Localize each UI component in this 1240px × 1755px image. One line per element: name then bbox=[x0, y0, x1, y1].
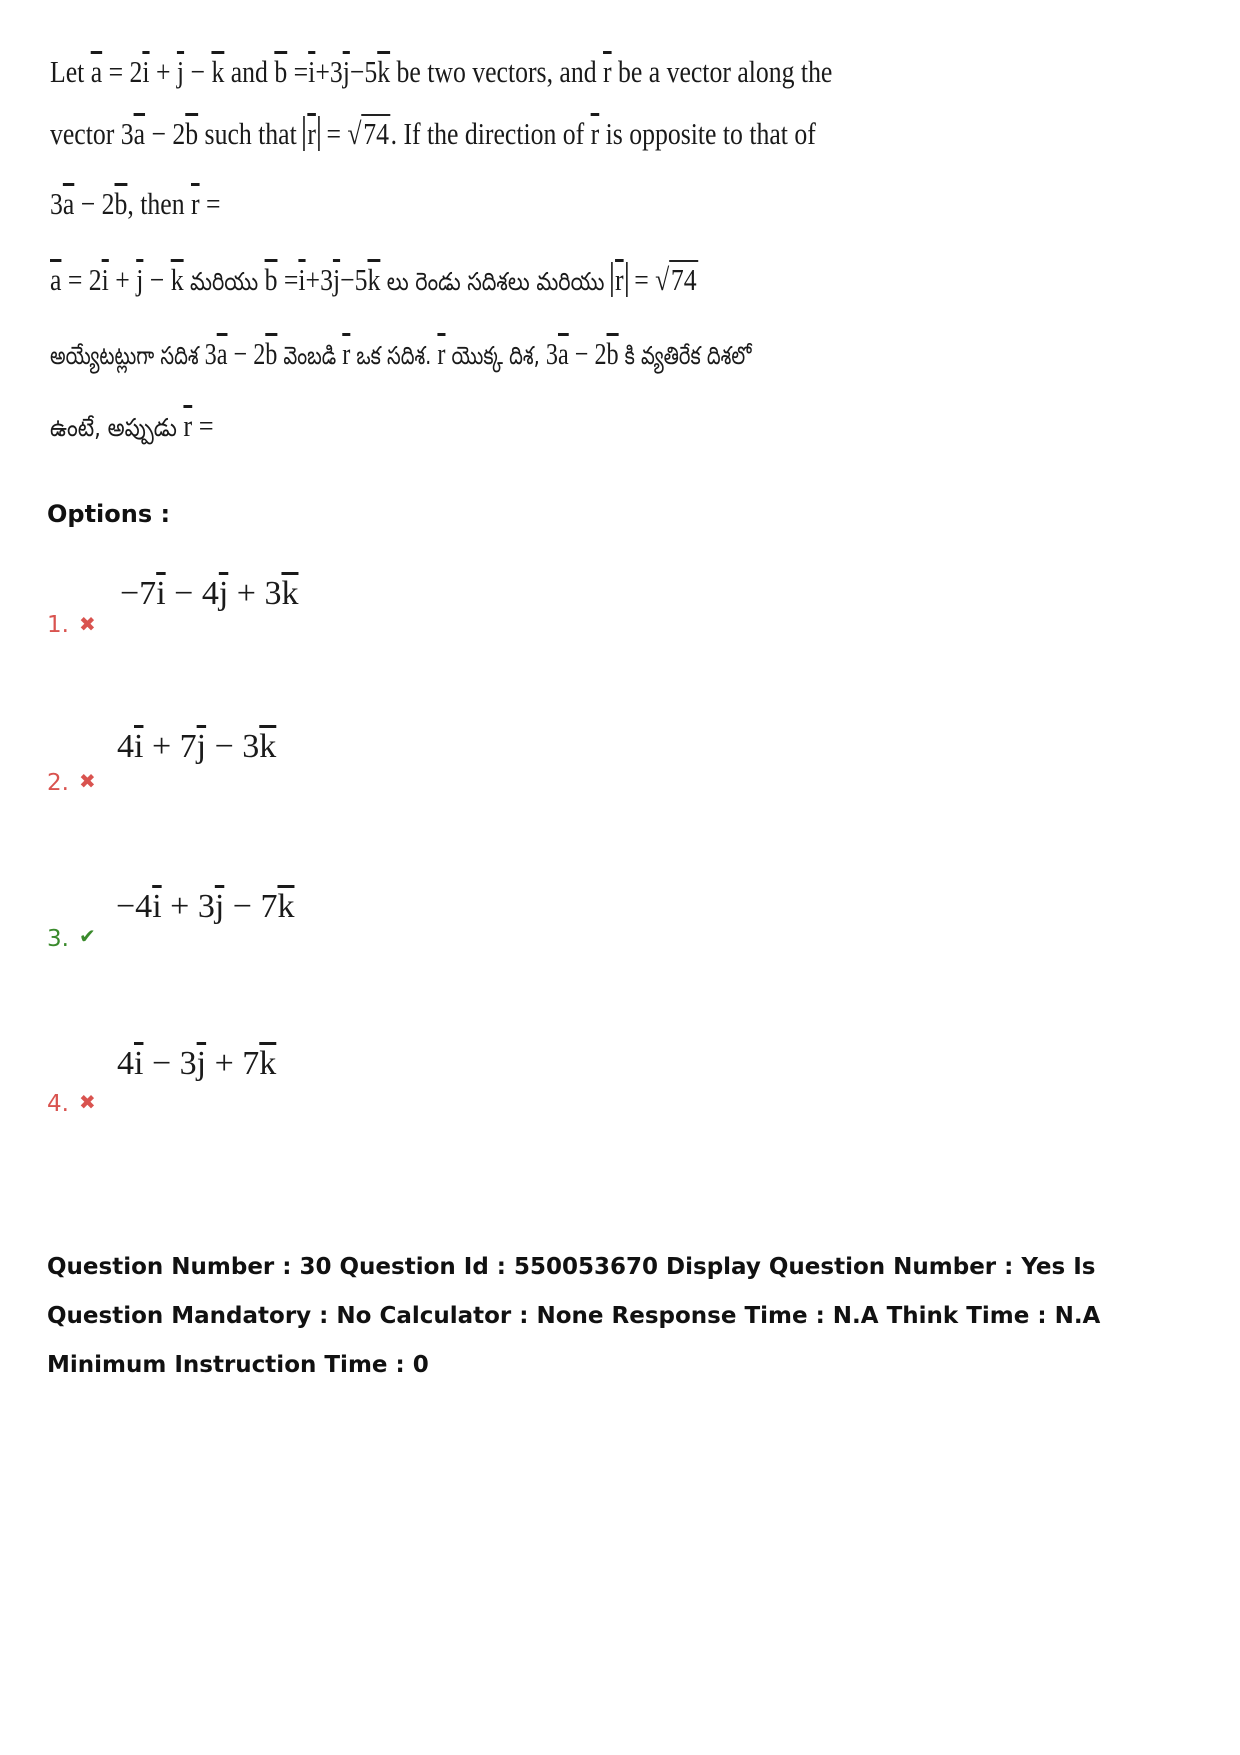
wrong-mark-icon: ✖ bbox=[79, 769, 96, 793]
option-expression bbox=[120, 575, 298, 613]
wrong-mark-icon: ✖ bbox=[79, 612, 96, 636]
text: + 7 bbox=[214, 1045, 260, 1082]
text: − 2 bbox=[233, 336, 266, 371]
radical-sign: √ bbox=[347, 116, 362, 151]
text: such that bbox=[204, 116, 297, 151]
option-number: 3. bbox=[47, 926, 69, 952]
vector-a: $\overline{a}$ bbox=[557, 336, 569, 371]
text: = 2 bbox=[67, 262, 102, 297]
text: = bbox=[293, 54, 309, 89]
vector-b: $\overline{b}$ bbox=[264, 262, 278, 297]
telugu-text: అయ్యేటట్లుగా సదిశ bbox=[50, 341, 199, 370]
text: − 3 bbox=[151, 1045, 197, 1082]
question-telugu-line-1 bbox=[50, 262, 698, 303]
text: and bbox=[230, 54, 268, 89]
text: = 2 bbox=[108, 54, 143, 89]
unit-i: $\overline{i}$ bbox=[101, 262, 109, 297]
vector-a: $\overline{a}$ bbox=[216, 336, 228, 371]
text: = bbox=[283, 262, 299, 297]
wrong-mark-icon: ✖ bbox=[79, 1090, 96, 1114]
unit-j: $\overline{j}$ bbox=[196, 728, 207, 765]
text: − 4 bbox=[174, 575, 219, 612]
unit-j: $\overline{j}$ bbox=[196, 1045, 207, 1082]
text: = bbox=[198, 408, 214, 443]
vector-b: $\overline{b}$ bbox=[274, 54, 288, 89]
unit-j: $\overline{j}$ bbox=[176, 54, 185, 89]
option-number: 1. bbox=[47, 612, 69, 638]
vector-r: $\overline{r}$ bbox=[342, 336, 351, 371]
question-metadata: Question Number : 30 Question Id : 550053670 Display Question Number : Yes Is Question Mandatory : No Calculator : None Response Time : N.A Think Time : N.A Minimum Instruction Time : 0 bbox=[47, 1254, 1101, 1378]
text: − 2 bbox=[574, 336, 607, 371]
unit-i: $\overline{i}$ bbox=[134, 1045, 144, 1082]
text: +3 bbox=[315, 54, 343, 89]
options-heading: Options : bbox=[47, 500, 171, 528]
unit-i: $\overline{i}$ bbox=[298, 262, 306, 297]
unit-j: $\overline{j}$ bbox=[136, 262, 144, 297]
question-telugu-line-3 bbox=[50, 408, 214, 449]
unit-j: $\overline{j}$ bbox=[342, 54, 350, 89]
text: + bbox=[155, 54, 171, 89]
text: , then bbox=[127, 186, 185, 221]
text: −4 bbox=[116, 888, 153, 925]
vector-a: $\overline{a}$ bbox=[133, 116, 146, 151]
unit-j: $\overline{j}$ bbox=[218, 575, 229, 612]
vector-r: $\overline{r}$ bbox=[603, 54, 612, 89]
unit-i: $\overline{i}$ bbox=[142, 54, 150, 89]
text: − 7 bbox=[232, 888, 278, 925]
text: − 3 bbox=[214, 728, 260, 765]
option-3[interactable] bbox=[47, 888, 647, 968]
option-number: 4. bbox=[47, 1091, 69, 1117]
text: vector 3 bbox=[50, 116, 134, 151]
option-expression bbox=[117, 728, 276, 766]
option-expression bbox=[117, 1045, 276, 1083]
unit-j: $\overline{j}$ bbox=[214, 888, 225, 925]
vector-r: $\overline{r}$ bbox=[437, 336, 446, 371]
question-telugu-line-2 bbox=[50, 336, 751, 377]
question-image bbox=[50, 40, 950, 460]
text: −5 bbox=[340, 262, 368, 297]
question-english-line-2 bbox=[50, 116, 816, 152]
vector-b: $\overline{b}$ bbox=[185, 116, 199, 151]
option-4[interactable] bbox=[47, 1045, 647, 1125]
telugu-text: ఒక సదిశ. bbox=[356, 341, 432, 370]
text: Let bbox=[50, 54, 85, 89]
text: be two vectors, and bbox=[396, 54, 597, 89]
vector-r: $\overline{r}$ bbox=[615, 262, 624, 297]
text: 3 bbox=[50, 186, 63, 221]
vector-b: $\overline{b}$ bbox=[265, 336, 278, 371]
question-english-line-3 bbox=[50, 186, 221, 222]
question-english-line-1 bbox=[50, 54, 832, 90]
text: = bbox=[326, 116, 341, 151]
unit-k: $\overline{k}$ bbox=[170, 262, 184, 297]
unit-j: $\overline{j}$ bbox=[332, 262, 341, 297]
text: is opposite to that of bbox=[605, 116, 816, 151]
telugu-text: ఉంటే, అప్పుడు bbox=[50, 413, 177, 442]
text: 3 bbox=[204, 336, 217, 371]
text: − 2 bbox=[151, 116, 186, 151]
option-expression bbox=[116, 888, 294, 926]
unit-i: $\overline{i}$ bbox=[152, 888, 162, 925]
text: = bbox=[634, 262, 649, 297]
correct-check-icon: ✔ bbox=[79, 924, 96, 948]
text: be a vector along the bbox=[618, 54, 833, 89]
text: + 3 bbox=[170, 888, 215, 925]
vector-a: $\overline{a}$ bbox=[62, 186, 75, 221]
text: − 2 bbox=[80, 186, 115, 221]
unit-i: $\overline{i}$ bbox=[156, 575, 166, 612]
vector-b: $\overline{b}$ bbox=[114, 186, 128, 221]
vector-b: $\overline{b}$ bbox=[606, 336, 619, 371]
vector-r: $\overline{r}$ bbox=[190, 186, 200, 221]
magnitude-r bbox=[611, 262, 628, 297]
vector-r: $\overline{r}$ bbox=[183, 408, 193, 443]
text: +3 bbox=[305, 262, 333, 297]
vector-r: $\overline{r}$ bbox=[590, 116, 600, 151]
radicand: 74 bbox=[363, 116, 389, 151]
telugu-text: లు రెండు సదిశలు మరియు bbox=[386, 267, 605, 296]
sqrt-74 bbox=[347, 116, 390, 152]
vector-a: $\overline{a}$ bbox=[50, 262, 62, 297]
telugu-text: మరియు bbox=[190, 267, 259, 296]
unit-k: $\overline{k}$ bbox=[377, 54, 391, 89]
magnitude-r bbox=[303, 116, 320, 151]
unit-k: $\overline{k}$ bbox=[259, 1045, 277, 1082]
option-2[interactable] bbox=[47, 728, 647, 808]
unit-k: $\overline{k}$ bbox=[281, 575, 299, 612]
unit-k: $\overline{k}$ bbox=[367, 262, 381, 297]
text: − bbox=[190, 54, 206, 89]
text: 4 bbox=[117, 1045, 134, 1082]
text: + bbox=[115, 262, 130, 297]
text: −7 bbox=[120, 575, 157, 612]
vector-a: $\overline{a}$ bbox=[90, 54, 103, 89]
unit-k: $\overline{k}$ bbox=[277, 888, 295, 925]
text: + 3 bbox=[236, 575, 282, 612]
text: = bbox=[206, 186, 221, 221]
text: 3 bbox=[545, 336, 558, 371]
text: . If the direction of bbox=[390, 116, 585, 151]
sqrt-74 bbox=[655, 262, 698, 298]
text: − bbox=[149, 262, 165, 297]
radicand: 74 bbox=[670, 262, 697, 297]
telugu-text: యొక్క దిశ, bbox=[451, 341, 540, 370]
unit-i: $\overline{i}$ bbox=[134, 728, 144, 765]
text: + 7 bbox=[151, 728, 197, 765]
text: 4 bbox=[117, 728, 134, 765]
unit-k: $\overline{k}$ bbox=[259, 728, 277, 765]
telugu-text: వెంబడి bbox=[283, 341, 337, 370]
unit-i: $\overline{i}$ bbox=[308, 54, 316, 89]
vector-r: $\overline{r}$ bbox=[307, 116, 316, 151]
telugu-text: కి వ్యతిరేక దిశలో bbox=[624, 341, 752, 370]
unit-k: $\overline{k}$ bbox=[211, 54, 225, 89]
radical-sign: √ bbox=[655, 262, 670, 297]
option-number: 2. bbox=[47, 770, 69, 796]
option-1[interactable] bbox=[47, 575, 647, 655]
text: −5 bbox=[349, 54, 378, 89]
